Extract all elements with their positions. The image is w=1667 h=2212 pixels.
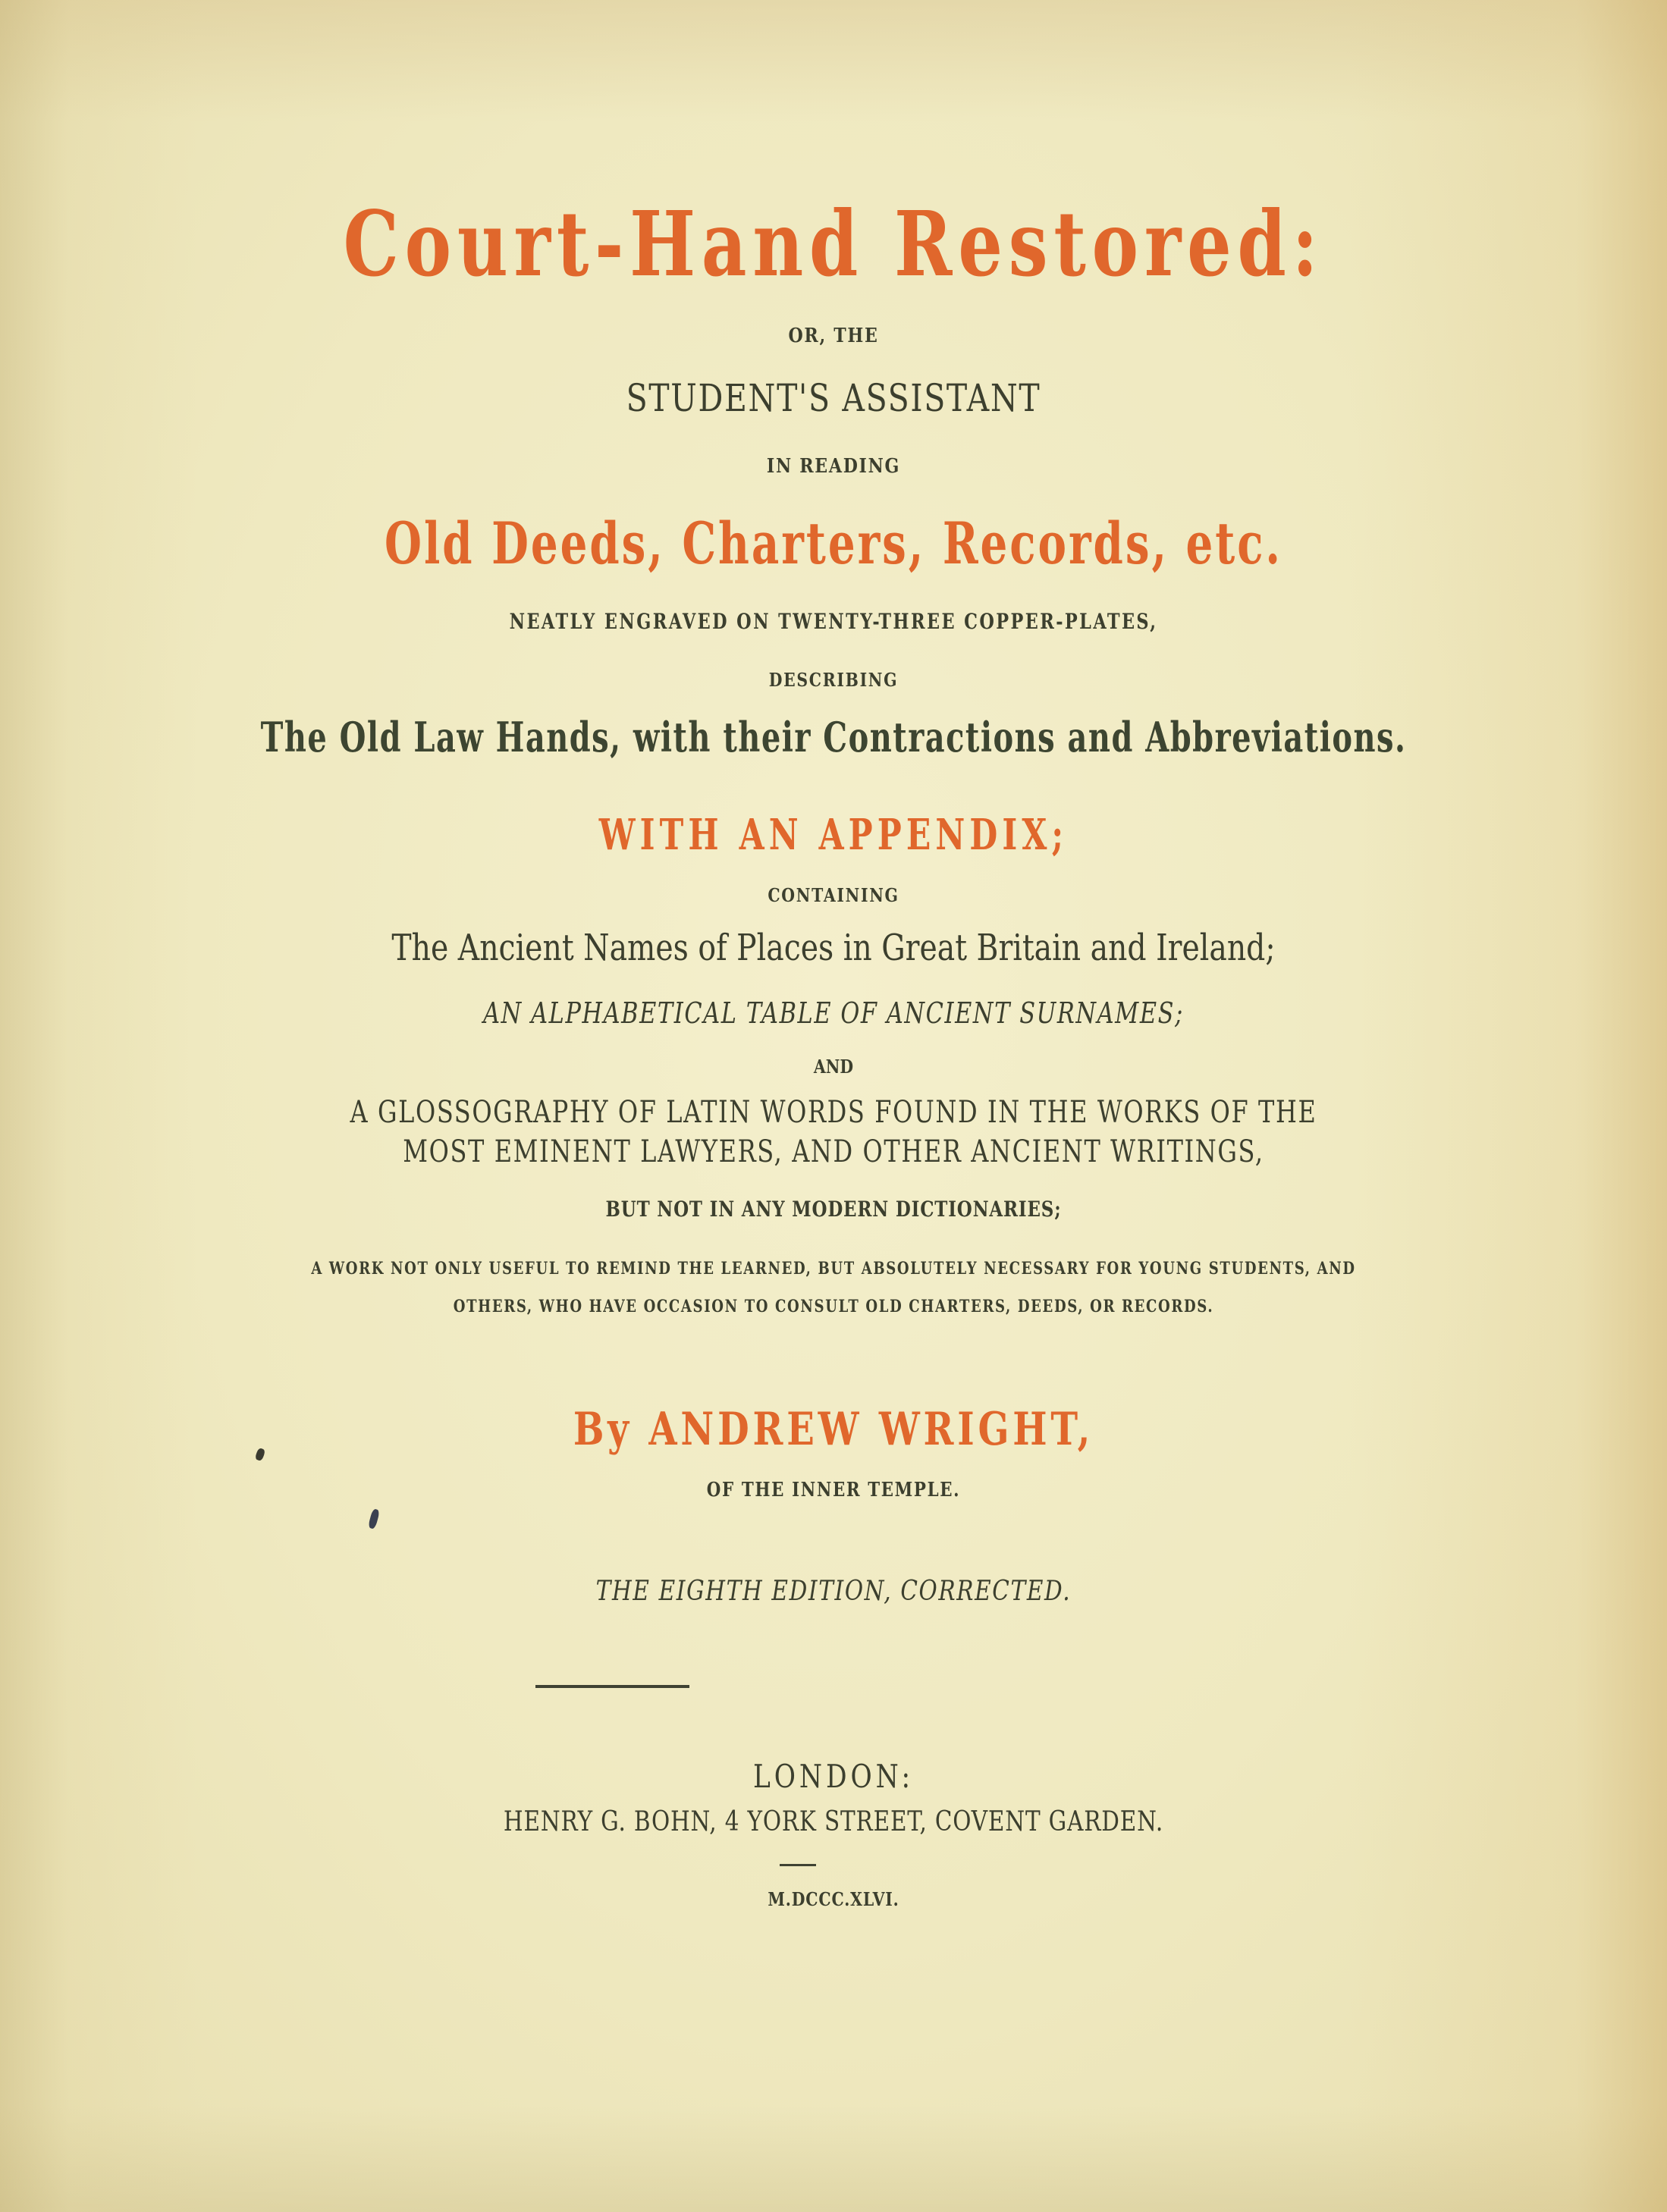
by-prefix: By	[573, 1403, 633, 1456]
appendix-item-glossography-line-3: BUT NOT IN ANY MODERN DICTIONARIES;	[605, 1197, 1062, 1222]
purpose-line-1: A WORK NOT ONLY USEFUL TO REMIND THE LEARNED, BUT ABSOLUTELY NECESSARY FOR YOUNG STUDENTS, AND	[311, 1259, 1356, 1279]
publication-place: LONDON:	[752, 1758, 915, 1795]
edition-line: THE EIGHTH EDITION, CORRECTED.	[595, 1576, 1072, 1607]
containing-label: CONTAINING	[768, 884, 899, 906]
and-label: AND	[813, 1056, 854, 1078]
appendix-item-place-names: The Ancient Names of Places in Great Britain and Ireland;	[391, 927, 1276, 969]
appendix-heading: WITH AN APPENDIX;	[598, 810, 1069, 860]
appendix-item-glossography-line-2: MOST EMINENT LAWYERS, AND OTHER ANCIENT WRITINGS,	[403, 1134, 1264, 1169]
appendix-item-surnames: AN ALPHABETICAL TABLE OF ANCIENT SURNAMES;	[483, 996, 1184, 1030]
blackletter-heading-deeds: Old Deeds, Charters, Records, etc.	[385, 510, 1282, 577]
subtitle: STUDENT'S ASSISTANT	[626, 376, 1041, 420]
author-affiliation: OF THE INNER TEMPLE.	[706, 1479, 961, 1501]
engraved-line: NEATLY ENGRAVED ON TWENTY-THREE COPPER-PLATES,	[509, 609, 1158, 634]
publisher-line: HENRY G. BOHN, 4 YORK STREET, COVENT GARDEN.	[503, 1806, 1164, 1837]
blackletter-heading-law-hands: The Old Law Hands, with their Contractions and Abbreviations.	[260, 713, 1407, 761]
purpose-line-2: OTHERS, WHO HAVE OCCASION TO CONSULT OLD CHARTERS, DEEDS, OR RECORDS.	[453, 1297, 1214, 1316]
describing-label: DESCRIBING	[768, 669, 899, 691]
ink-blot	[368, 1508, 380, 1530]
in-reading-label: IN READING	[766, 455, 901, 478]
main-title: Court-Hand Restored:	[343, 191, 1324, 297]
author-name: ANDREW WRIGHT,	[648, 1403, 1094, 1456]
author-line	[167, 1403, 1500, 1456]
appendix-item-glossography-line-1: A GLOSSOGRAPHY OF LATIN WORDS FOUND IN THE WORKS OF THE	[350, 1095, 1317, 1130]
short-divider-rule	[780, 1864, 816, 1866]
or-the-label: OR, THE	[788, 325, 879, 347]
divider-rule	[535, 1685, 689, 1688]
publication-year: M.DCCC.XLVI.	[768, 1888, 899, 1910]
